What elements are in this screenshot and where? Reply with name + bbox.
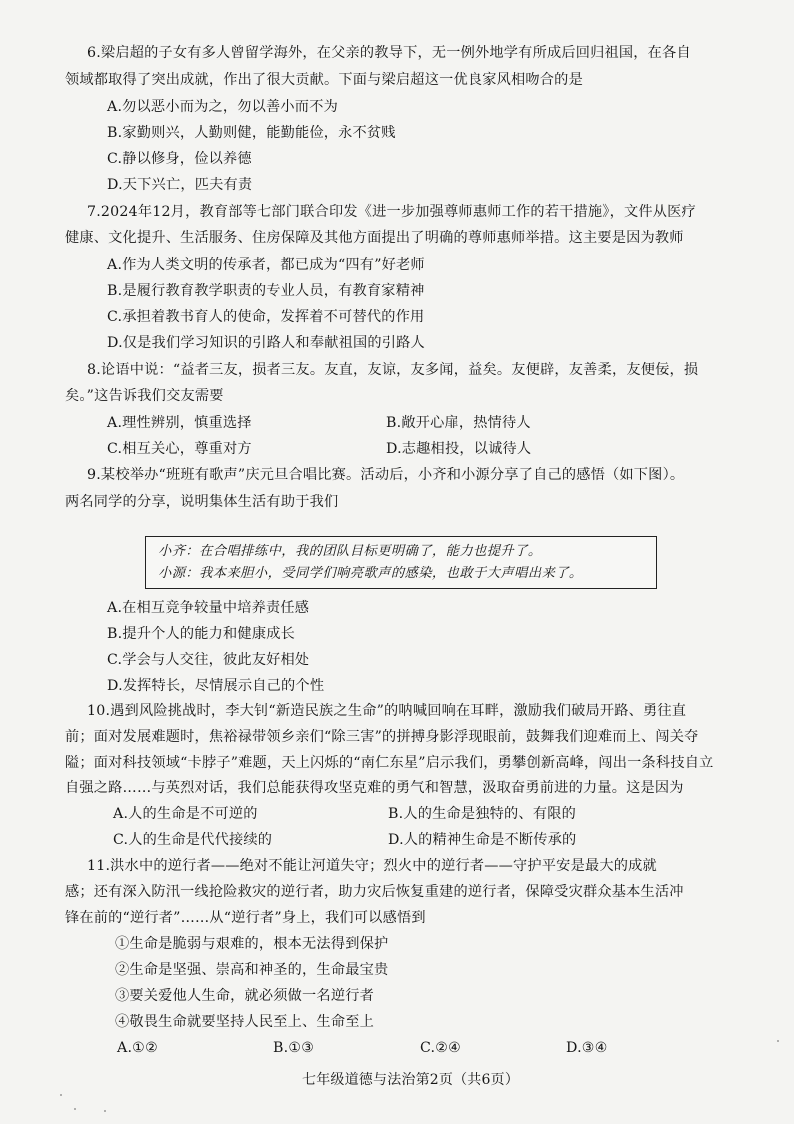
q6-option-a: A.勿以恶小而为之，勿以善小而不为 (107, 99, 338, 115)
q10-option-b: B.人的生命是独特的、有限的 (388, 806, 576, 822)
q9-quote-xiaoqi: 小齐：在合唱排练中，我的团队目标更明确了，能力也提升了。 (158, 544, 542, 559)
page-footer: 七年级道德与法治第2页（共6页） (302, 1072, 520, 1088)
q8-option-a: A.理性辨别，慎重选择 (107, 415, 252, 431)
q8-stem-line-2: 矣。”这告诉我们交友需要 (65, 388, 224, 404)
q6-option-c: C.静以修身，俭以养德 (107, 151, 252, 167)
q11-statement-2: ②生命是坚强、崇高和神圣的，生命最宝贵 (115, 962, 389, 978)
q11-statement-3: ③要关爱他人生命，就必须做一名逆行者 (115, 988, 374, 1004)
q10-stem-line-4: 自强之路……与英烈对话，我们总能获得攻坚克难的勇气和智慧，汲取奋勇前进的力量。这是因为 (65, 780, 684, 796)
q8-option-b: B.敞开心扉，热情待人 (386, 415, 531, 431)
scan-speck (104, 1110, 106, 1112)
q7-stem-line-2: 健康、文化提升、生活服务、住房保障及其他方面提出了明确的尊师惠师举措。这主要是因为教师 (65, 230, 684, 246)
scan-speck (74, 1108, 76, 1110)
q10-option-c: C.人的生命是代代接续的 (113, 832, 273, 848)
q7-option-a: A.作为人类文明的传承者，都已成为“四有”好老师 (107, 257, 425, 273)
q11-option-a: A.①② (117, 1040, 158, 1056)
q7-option-b: B.是履行教育教学职责的专业人员，有教育家精神 (107, 283, 425, 299)
q11-stem-line-2: 感；还有深入防汛一线抢险救灾的逆行者，助力灾后恢复重建的逆行者，保障受灾群众基本生活冲 (65, 884, 684, 900)
q6-option-d: D.天下兴亡，匹夫有责 (107, 177, 253, 193)
q9-quote-xiaoyuan: 小源：我本来胆小，受同学们响亮歌声的感染，也敢于大声唱出来了。 (158, 566, 583, 581)
q10-option-d: D.人的精神生命是不断传承的 (388, 832, 577, 848)
q9-option-c: C.学会与人交往，彼此友好相处 (107, 652, 310, 668)
q11-stem-line-3: 锋在前的“逆行者”……从“逆行者”身上，我们可以感悟到 (65, 910, 426, 926)
q9-option-d: D.发挥特长，尽情展示自己的个性 (107, 678, 325, 694)
q8-option-d: D.志趣相投，以诚待人 (386, 441, 532, 457)
q9-stem-line-2: 两名同学的分享，说明集体生活有助于我们 (65, 494, 339, 510)
q9-option-a: A.在相互竞争较量中培养责任感 (107, 600, 310, 616)
q11-option-c: C.②④ (420, 1040, 462, 1056)
q11-statement-4: ④敬畏生命就要坚持人民至上、生命至上 (115, 1014, 374, 1030)
q10-stem-line-3: 隘；面对科技领域“卡脖子”难题，天上闪烁的“南仁东星”启示我们，勇攀创新高峰，闯出一条科技自立 (65, 755, 714, 771)
q7-stem-line-1: 7.2024年12月，教育部等七部门联合印发《进一步加强尊师惠师工作的若干措施》，文件从医疗 (87, 204, 696, 220)
q11-option-d: D.③④ (566, 1040, 608, 1056)
q11-option-b: B.①③ (273, 1040, 315, 1056)
q7-option-c: C.承担着教书育人的使命，发挥着不可替代的作用 (107, 309, 425, 325)
q6-option-b: B.家勤则兴，人勤则健，能勤能俭，永不贫贱 (107, 125, 396, 141)
q9-option-b: B.提升个人的能力和健康成长 (107, 626, 295, 642)
q10-stem-line-1: 10.遇到风险挑战时，李大钊“新造民族之生命”的呐喊回响在耳畔，激励我们破局开路、勇往直 (87, 703, 687, 719)
q8-option-c: C.相互关心，尊重对方 (107, 441, 252, 457)
scan-speck (60, 1094, 62, 1096)
q11-statement-1: ①生命是脆弱与艰难的，根本无法得到保护 (115, 936, 389, 952)
q10-option-a: A.人的生命是不可逆的 (113, 806, 258, 822)
q9-stem-line-1: 9.某校举办“班班有歌声”庆元旦合唱比赛。活动后，小齐和小源分享了自己的感悟（如下图）。 (87, 467, 685, 483)
q8-stem-line-1: 8.论语中说：“益者三友，损者三友。友直，友谅，友多闻，益矣。友便辟，友善柔，友便佞，损 (87, 362, 699, 378)
q11-stem-line-1: 11.洪水中的逆行者——绝对不能让河道失守；烈火中的逆行者——守护平安是最大的成就 (87, 858, 657, 874)
q6-stem-line-2: 领域都取得了突出成就，作出了很大贡献。下面与梁启超这一优良家风相吻合的是 (65, 72, 583, 88)
scan-speck (777, 1040, 779, 1042)
q7-option-d: D.仅是我们学习知识的引路人和奉献祖国的引路人 (107, 335, 425, 351)
q6-stem-line-1: 6.梁启超的子女有多人曾留学海外，在父亲的教导下，无一例外地学有所成后回归祖国，在各自 (87, 45, 691, 61)
q9-quote-box (145, 536, 657, 589)
q10-stem-line-2: 前；面对发展难题时，焦裕禄带领乡亲们“除三害”的拼搏身影浮现眼前，鼓舞我们迎难而上、闯关夺 (65, 729, 699, 745)
